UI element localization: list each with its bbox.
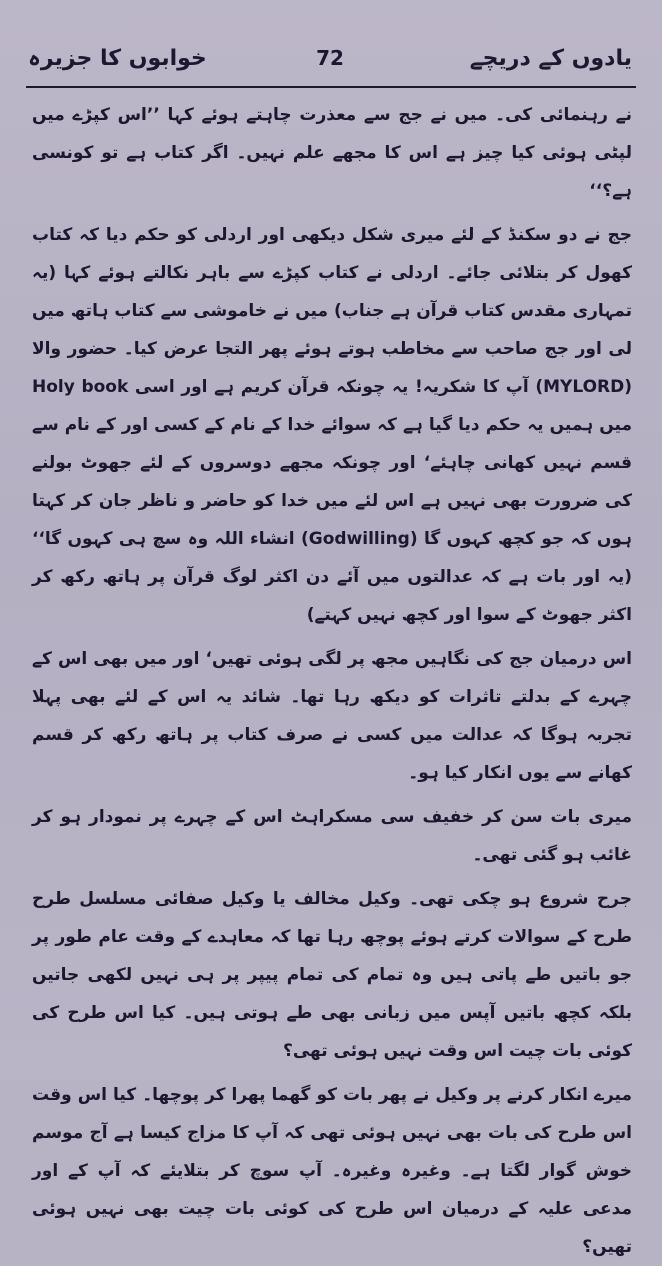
page-number: 72: [316, 46, 344, 70]
header-divider: [26, 86, 636, 88]
page-header: [28, 40, 632, 82]
chapter-title: خوابوں کا جزیرہ: [28, 46, 207, 71]
paragraph: میری بات سن کر خفیف سی مسکراہٹ اس کے چہرے پر نمودار ہو کر غائب ہو گئی تھی۔: [32, 807, 632, 865]
paragraph: میرے انکار کرنے پر وکیل نے پھر بات کو گھما پھرا کر پوچھا۔ کیا اس وقت اس طرح کی بات بھی نہیں ہوئی تھی کہ آپ کا مزاج کیسا ہے آج موسم خوش گوار لگتا ہے۔ وغیرہ وغیرہ۔ آپ سوچ کر بتلایئے کہ آپ کے اور مدعی علیہ کے درمیان اس طرح کی کوئی بات چیت بھی نہیں ہوئی تھیں؟: [32, 1085, 632, 1257]
book-title: یادوں کے دریچے: [469, 46, 632, 71]
paragraph: اس درمیان جج کی نگاہیں مجھ پر لگی ہوئی تھیں‘ اور میں بھی اس کے چہرے کے بدلتے تاثرات کو دیکھ رہا تھا۔ شائد یہ اس کے لئے بھی پہلا تجربہ ہوگا کہ عدالت میں کسی نے صرف کتاب پر ہاتھ رکھ کر قسم کھانے سے یوں انکار کیا ہو۔: [32, 649, 632, 783]
paragraph: نے رہنمائی کی۔ میں نے جج سے معذرت چاہتے ہوئے کہا ’’اس کپڑے میں لپٹی ہوئی کیا چیز ہے اس کا مجھے علم نہیں۔ اگر کتاب ہے تو کونسی ہے؟‘‘: [32, 105, 632, 201]
paragraph: جرح شروع ہو چکی تھی۔ وکیل مخالف یا وکیل صفائی مسلسل طرح طرح کے سوالات کرتے ہوئے پوچھ رہا تھا کہ معاہدے کے وقت عام طور پر جو باتیں طے پاتی ہیں وہ تمام کی تمام پیپر پر ہی نہیں لکھی جاتیں بلکہ کچھ باتیں آپس میں زبانی بھی طے ہوتی ہیں۔ کیا اس طرح کی کوئی بات چیت اس وقت نہیں ہوئی تھی؟: [32, 889, 632, 1061]
body-text: [32, 96, 632, 1257]
paragraph: جج نے دو سکنڈ کے لئے میری شکل دیکھی اور اردلی کو حکم دیا کہ کتاب کھول کر بتلائی جائے۔ اردلی نے کتاب کپڑے سے باہر نکالتے ہوئے کہا (یہ تمہاری مقدس کتاب قرآن ہے جناب) میں نے خاموشی سے کتاب ہاتھ میں لی اور جج صاحب سے مخاطب ہوتے ہوئے پھر التجا عرض کیا۔ حضور والا (MYLORD) آپ کا شکریہ! یہ چونکہ قرآن کریم ہے اور اسی Holy book میں ہمیں یہ حکم دیا گیا ہے کہ سوائے خدا کے نام کے کسی اور کے نام سے قسم نہیں کھانی چاہئے‘ اور چونکہ مجھے دوسروں کے لئے جھوٹ بولنے کی ضرورت بھی نہیں ہے اس لئے میں خدا کو حاضر و ناظر جان کر کہتا ہوں کہ جو کچھ کہوں گا (Godwilling) انشاء اللہ وہ سچ ہی کہوں گا‘‘ (یہ اور بات ہے کہ عدالتوں میں آئے دن اکثر لوگ قرآن پر ہاتھ رکھ کر اکثر جھوٹ کے سوا اور کچھ نہیں کہتے): [32, 225, 632, 625]
